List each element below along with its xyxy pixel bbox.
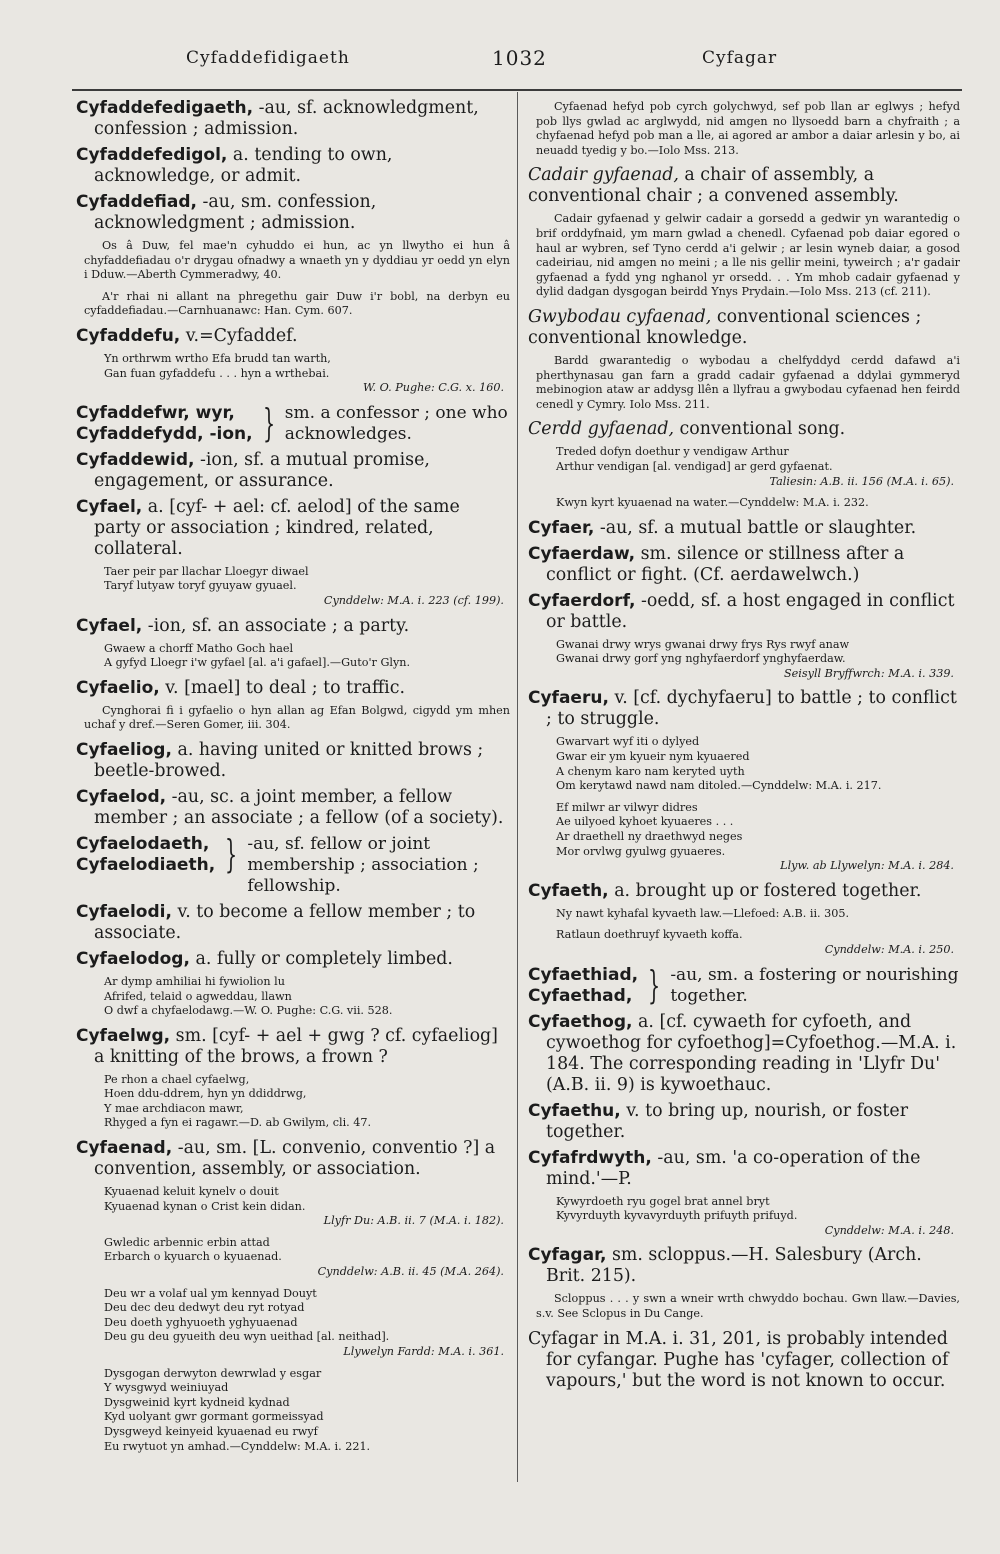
- verse-lines: Gwledic arbennic erbin attad Erbarch o kyuarch o kyuaenad.: [104, 1235, 282, 1264]
- definition: a. [cf. cywaeth for cyfoeth, and cywoethog for cyfoethog]=Cyfoethog.—M.A. i. 184. The corresponding reading in 'Llyfr Du' (A.B. ii. 9) is kywoethauc.: [546, 1011, 957, 1095]
- headword: Cyfaethiad,: [528, 964, 639, 985]
- definition: a. having united or knitted brows ; beetle-browed.: [94, 739, 484, 781]
- citation-verse: [528, 928, 960, 957]
- dictionary-entry-pair: [76, 831, 510, 897]
- dictionary-entry: [76, 902, 510, 944]
- verse-lines: Pe rhon a chael cyfaelwg, Hoen ddu-ddrem, hyn yn ddiddrwg, Y mae archdiacon mawr, Rhyged a fyn ei ragawr.—D. ab Gwilym, cli. 47.: [104, 1072, 372, 1130]
- right-column: [528, 98, 960, 1397]
- dictionary-entry: [76, 1026, 510, 1068]
- column-divider: [517, 92, 518, 1482]
- definition: -au, sm. a fostering or nourishing together.: [670, 964, 959, 1006]
- headword: Cyfagar,: [528, 1245, 607, 1266]
- definition: a. tending to own, acknowledge, or admit.: [94, 145, 393, 186]
- dictionary-entry: [528, 688, 960, 730]
- dictionary-entry: [76, 450, 510, 492]
- sub-headword: Gwybodau cyfaenad,: [528, 306, 712, 327]
- running-head: [0, 46, 1000, 76]
- dictionary-entry: [76, 787, 510, 829]
- headword: Cyfaddefiad,: [76, 192, 197, 212]
- citation-verse: [76, 1073, 510, 1131]
- definition: v.=Cyfaddef.: [185, 325, 298, 346]
- citation-verse: [528, 907, 960, 922]
- sub-entry: [528, 165, 960, 207]
- definition: -au, sf. fellow or joint membership ; association ; fellowship.: [247, 833, 479, 896]
- definition: sm. a confessor ; one who acknowledges.: [284, 402, 508, 444]
- brace: }: [225, 831, 238, 876]
- brace: }: [262, 400, 275, 445]
- sub-definition: conventional song.: [679, 419, 846, 440]
- definition: v. [mael] to deal ; to traffic.: [165, 677, 406, 698]
- headword: Cyfael,: [76, 496, 143, 517]
- headword: Cyfaelodog,: [76, 948, 190, 969]
- definition: sm. [cyf- + ael + gwg ? cf. cyfaeliog] a knitting of the brows, a frown ?: [94, 1025, 498, 1067]
- citation-source: Taliesin: A.B. ii. 156 (M.A. i. 65).: [769, 474, 954, 488]
- citation-source: Llywelyn Fardd: M.A. i. 361.: [343, 1345, 504, 1358]
- citation-verse: [76, 1367, 510, 1455]
- verse-lines: Yn orthrwm wrtho Efa brudd tan warth, Gan fuan gyfaddefu . . . hyn a wrthebai.: [104, 351, 331, 380]
- citation-prose: Cynghorai fi i gyfaelio o hyn allan ag Efan Bolgwd, cigydd ym mhen uchaf y dref.—Seren Gomer, iii. 304.: [84, 703, 510, 732]
- citation-verse: [528, 735, 960, 793]
- headword: Cyfaelodaeth,: [76, 833, 210, 854]
- verse-lines: Kyuaenad keluit kynelv o douit Kyuaenad kynan o Crist kein didan.: [104, 1185, 306, 1213]
- sub-definition: conventional sciences ; conventional knowledge.: [528, 306, 922, 348]
- headword: Cyfaeliog,: [76, 739, 172, 760]
- sub-entry: [528, 307, 960, 349]
- running-head-right: Cyfagar: [702, 48, 778, 68]
- citation-verse: [528, 801, 960, 874]
- citation-verse: [528, 496, 960, 511]
- dictionary-entry: [528, 881, 960, 902]
- definition: -au, sm. confession, acknowledgment ; admission.: [94, 192, 377, 233]
- definition: v. to become a fellow member ; to associate.: [94, 901, 476, 943]
- headword: Cyfaddefydd, -ion,: [76, 423, 253, 444]
- headword: Cyfafrdwyth,: [528, 1147, 652, 1168]
- citation-source: Cynddelw: A.B. ii. 45 (M.A. 264).: [317, 1265, 504, 1279]
- dictionary-entry: [528, 1101, 960, 1143]
- verse-lines: Treded dofyn doethur y vendigaw Arthur Arthur vendigan [al. vendigad] ar gerd gyfaenat.: [556, 445, 833, 473]
- definition: a. fully or completely limbed.: [195, 948, 453, 969]
- citation-source: Cynddelw: M.A. i. 248.: [824, 1223, 954, 1237]
- definition: v. [cf. dychyfaeru] to battle ; to conflict ; to struggle.: [546, 688, 957, 730]
- headword: Cyfaddefedigaeth,: [76, 98, 254, 118]
- editorial-note: Cyfagar in M.A. i. 31, 201, is probably intended for cyfangar. Pughe has 'cyfager, collection of vapours,' but the word is not known to occur.: [528, 1328, 949, 1391]
- dictionary-entry-pair: [76, 400, 510, 445]
- definition: sm. scloppus.—H. Salesbury (Arch. Brit. 215).: [546, 1245, 922, 1287]
- citation-source: Seisyll Bryffwrch: M.A. i. 339.: [784, 666, 954, 680]
- headword: Cyfaenad,: [76, 1138, 173, 1159]
- page-number: 1032: [492, 46, 547, 70]
- citation-verse: [528, 1195, 960, 1239]
- dictionary-entry: [76, 192, 510, 234]
- verse-lines: Gwaew a chorff Matho Goch hael A gyfyd Lloegr i'w gyfael [al. a'i gafael].—Guto'r Glyn.: [104, 641, 411, 670]
- headword-pair: [76, 834, 215, 876]
- definition: a. brought up or fostered together.: [614, 880, 922, 901]
- headword: Cyfaelod,: [76, 786, 167, 807]
- verse-lines: Kwyn kyrt kyuaenad na water.—Cynddelw: M.A. i. 232.: [556, 496, 869, 510]
- definition: -au, sf. a mutual battle or slaughter.: [599, 517, 917, 538]
- headword: Cyfaelio,: [76, 677, 160, 698]
- verse-lines: Dysgogan derwyton dewrwlad y esgar Y wysgwyd weiniuyad Dysgweinid kyrt kydneid kydnad Kyd uolyant gwr gormant gormeissyad Dysgweyd keinyeid kyuaenad eu rwyf Eu rwytuot yn amhad.—Cynddelw: M.A. i. 221.: [104, 1366, 371, 1453]
- dictionary-entry: [76, 497, 510, 560]
- verse-lines: Ar dymp amhiliai hi fywiolion lu Afrifed, telaid o agweddau, llawn O dwf a chyfaelodawg.—W. O. Pughe: C.G. vii. 528.: [104, 974, 393, 1018]
- citation-source: Llyfr Du: A.B. ii. 7 (M.A. i. 182).: [323, 1214, 504, 1228]
- sub-headword: Cadair gyfaenad,: [528, 165, 679, 186]
- brace: }: [648, 962, 661, 1007]
- headword: Cyfaeru,: [528, 688, 609, 709]
- dictionary-entry: [76, 145, 510, 187]
- verse-lines: Kywyrdoeth ryu gogel brat annel bryt Kyvyrduyth kyvavyrduyth prifuyth prifuyd.: [556, 1194, 798, 1223]
- citation-verse: [76, 1236, 510, 1280]
- headword-pair: [528, 965, 638, 1007]
- verse-lines: Taer peir par llachar Lloegyr diwael Taryf lutyaw toryf gyuyaw gyuael.: [104, 564, 309, 593]
- headword: Cyfaer,: [528, 517, 595, 538]
- dictionary-entry: [528, 544, 960, 586]
- dictionary-entry: [528, 1245, 960, 1287]
- headword: Cyfaeth,: [528, 880, 609, 901]
- sub-entry: [528, 419, 960, 440]
- dictionary-entry: [76, 740, 510, 782]
- verse-lines: Deu wr a volaf ual ym kennyad Douyt Deu dec deu dedwyt deu ryt rotyad Deu doeth yghyuoeth yghyuaenad Deu gu deu gyueith deu wyn ueithad [al. neithad].: [104, 1286, 390, 1344]
- citation-prose: Cyfaenad hefyd pob cyrch golychwyd, sef pob llan ar eglwys ; hefyd pob llys gwlad ac arglwydd, nid amgen no llysoedd barn a chyfraith ; a chyfaenad hefyd pob man a lle, ai agored ar ambor a daiar arlesin y bo, ai neuadd tyedig y bo.—Iolo Mss. 213.: [536, 100, 960, 157]
- dictionary-entry: [528, 1148, 960, 1190]
- definition: -au, sm. [L. convenio, conventio ?] a convention, assembly, or association.: [94, 1138, 496, 1180]
- definition: -ion, sf. an associate ; a party.: [147, 615, 410, 636]
- headword: Cyfaddefwr, wyr,: [76, 402, 235, 423]
- verse-lines: Ef milwr ar vilwyr didres Ae uilyoed kyhoet kyuaeres . . . Ar draethell ny draethwyd neges Mor orvlwg gyulwg gyuaeres.: [556, 800, 743, 858]
- verse-lines: Gwanai drwy wrys gwanai drwy frys Rys rwyf anaw Gwanai drwy gorf yng nghyfaerdorf ynghyfaerdaw.: [556, 637, 850, 666]
- dictionary-entry: [76, 326, 510, 347]
- citation-source: Llyw. ab Llywelyn: M.A. i. 284.: [780, 859, 954, 873]
- headword: Cyfaerdorf,: [528, 590, 636, 611]
- definition: a. [cyf- + ael: cf. aelod] of the same party or association ; kindred, related, collateral.: [94, 496, 460, 559]
- citation-verse: [76, 1185, 510, 1229]
- citation-verse: [528, 445, 960, 489]
- dictionary-entry: [528, 591, 960, 633]
- citation-verse: [76, 1287, 510, 1360]
- headword: Cyfaethad,: [528, 985, 633, 1006]
- citation-prose: A'r rhai ni allant na phregethu gair Duw i'r bobl, na derbyn eu cyfaddefiadau.—Carnhuanawc: Han. Cym. 607.: [84, 289, 510, 318]
- citation-verse: [76, 642, 510, 671]
- headword: Cyfaelwg,: [76, 1025, 171, 1046]
- header-rule: [72, 89, 962, 91]
- verse-lines: Ny nawt kyhafal kyvaeth law.—Llefoed: A.B. ii. 305.: [556, 906, 850, 920]
- citation-verse: [76, 565, 510, 609]
- running-head-left: Cyfaddefidigaeth: [186, 48, 350, 68]
- headword: Cyfael,: [76, 615, 143, 636]
- definition: -au, sf. acknowledgment, confession ; admission.: [94, 98, 479, 139]
- dictionary-entry: [528, 1012, 960, 1096]
- headword: Cyfaddefedigol,: [76, 145, 228, 165]
- definition: -oedd, sf. a host engaged in conflict or battle.: [546, 590, 955, 632]
- dictionary-entry: [76, 949, 510, 970]
- citation-verse: [76, 975, 510, 1019]
- dictionary-entry: [76, 98, 510, 140]
- headword: Cyfaethu,: [528, 1100, 621, 1121]
- headword-pair: [76, 403, 253, 445]
- headword: Cyfaethog,: [528, 1011, 633, 1032]
- citation-verse: [76, 352, 510, 396]
- citation-prose: Scloppus . . . y swn a wneir wrth chwyddo bochau. Gwn llaw.—Davies, s.v. See Sclopus in Du Cange.: [536, 1292, 960, 1320]
- citation-prose: Cadair gyfaenad y gelwir cadair a gorsedd a gedwir yn warantedig o brif orddyfnaid, ym marn gwlad a chenedl. Cyfaenad pob daiar egored o haul ar wybren, sef Tyno cerdd a'i gelwir ; ar lesin wyneb daiar, a gosod cadeiriau, nid amgen no meini ; a lle nis gellir meini, tyweirch ; a'r gadair gyfaenad a fydd yng nghanol yr orsedd. . . Ym mhob cadair gyfaenad y dylid dadgan dysgogan beirdd Ynys Prydain.—Iolo Mss. 213 (cf. 211).: [536, 212, 960, 299]
- definition: sm. silence or stillness after a conflict or fight. (Cf. aerdawelwch.): [546, 543, 905, 585]
- dictionary-entry: [76, 616, 510, 637]
- headword: Cyfaelodi,: [76, 901, 172, 922]
- headword: Cyfaerdaw,: [528, 543, 636, 564]
- citation-verse: [528, 638, 960, 682]
- headword: Cyfaddewid,: [76, 449, 195, 470]
- verse-lines: Gwarvart wyf iti o dylyed Gwar eir ym kyueir nym kyuaered A chenym karo nam keryted uyth Om kerytawd nawd nam ditoled.—Cynddelw: M.A. i. 217.: [556, 735, 882, 793]
- headword: Cyfaddefu,: [76, 325, 181, 346]
- definition: v. to bring up, nourish, or foster together.: [546, 1100, 909, 1142]
- citation-source: Cynddelw: M.A. i. 250.: [824, 943, 954, 956]
- left-column: [76, 98, 510, 1461]
- definition: -ion, sf. a mutual promise, engagement, or assurance.: [94, 449, 430, 491]
- sub-headword: Cerdd gyfaenad,: [528, 419, 674, 440]
- citation-source: W. O. Pughe: C.G. x. 160.: [362, 381, 504, 395]
- dictionary-entry: [76, 678, 510, 699]
- dictionary-entry-pair: [528, 962, 960, 1007]
- dictionary-entry: [76, 1138, 510, 1180]
- citation-prose: Bardd gwarantedig o wybodau a chelfyddyd cerdd dafawd a'i pherthynasau gan farn a gradd cadair gyfaenad a ddylai gymmeryd mebinogion ataw ar addysg llên a llyfrau a gwybodau cyfaenad hen feirdd cenedl y Cymry. Iolo Mss. 211.: [536, 353, 960, 411]
- verse-lines: Ratlaun doethruyf kyvaeth koffa.: [556, 928, 743, 942]
- sub-definition: a chair of assembly, a conventional chair ; a convened assembly.: [528, 165, 899, 207]
- definition: -au, sc. a joint member, a fellow member ; an associate ; a fellow (of a society).: [94, 786, 504, 828]
- dictionary-entry: [528, 518, 960, 539]
- headword: Cyfaelodiaeth,: [76, 854, 216, 875]
- citation-source: Cynddelw: M.A. i. 223 (cf. 199).: [323, 593, 504, 607]
- citation-prose: Os â Duw, fel mae'n cyhuddo ei hun, ac yn llwytho ei hun â chyfaddefiadau o'r drygau ofnadwy a wnaeth yn y dyddiau yr oedd yn elyn i Dduw.—Aberth Cymmeradwy, 40.: [84, 239, 510, 282]
- definition: -au, sm. 'a co-operation of the mind.'—P.: [546, 1147, 921, 1189]
